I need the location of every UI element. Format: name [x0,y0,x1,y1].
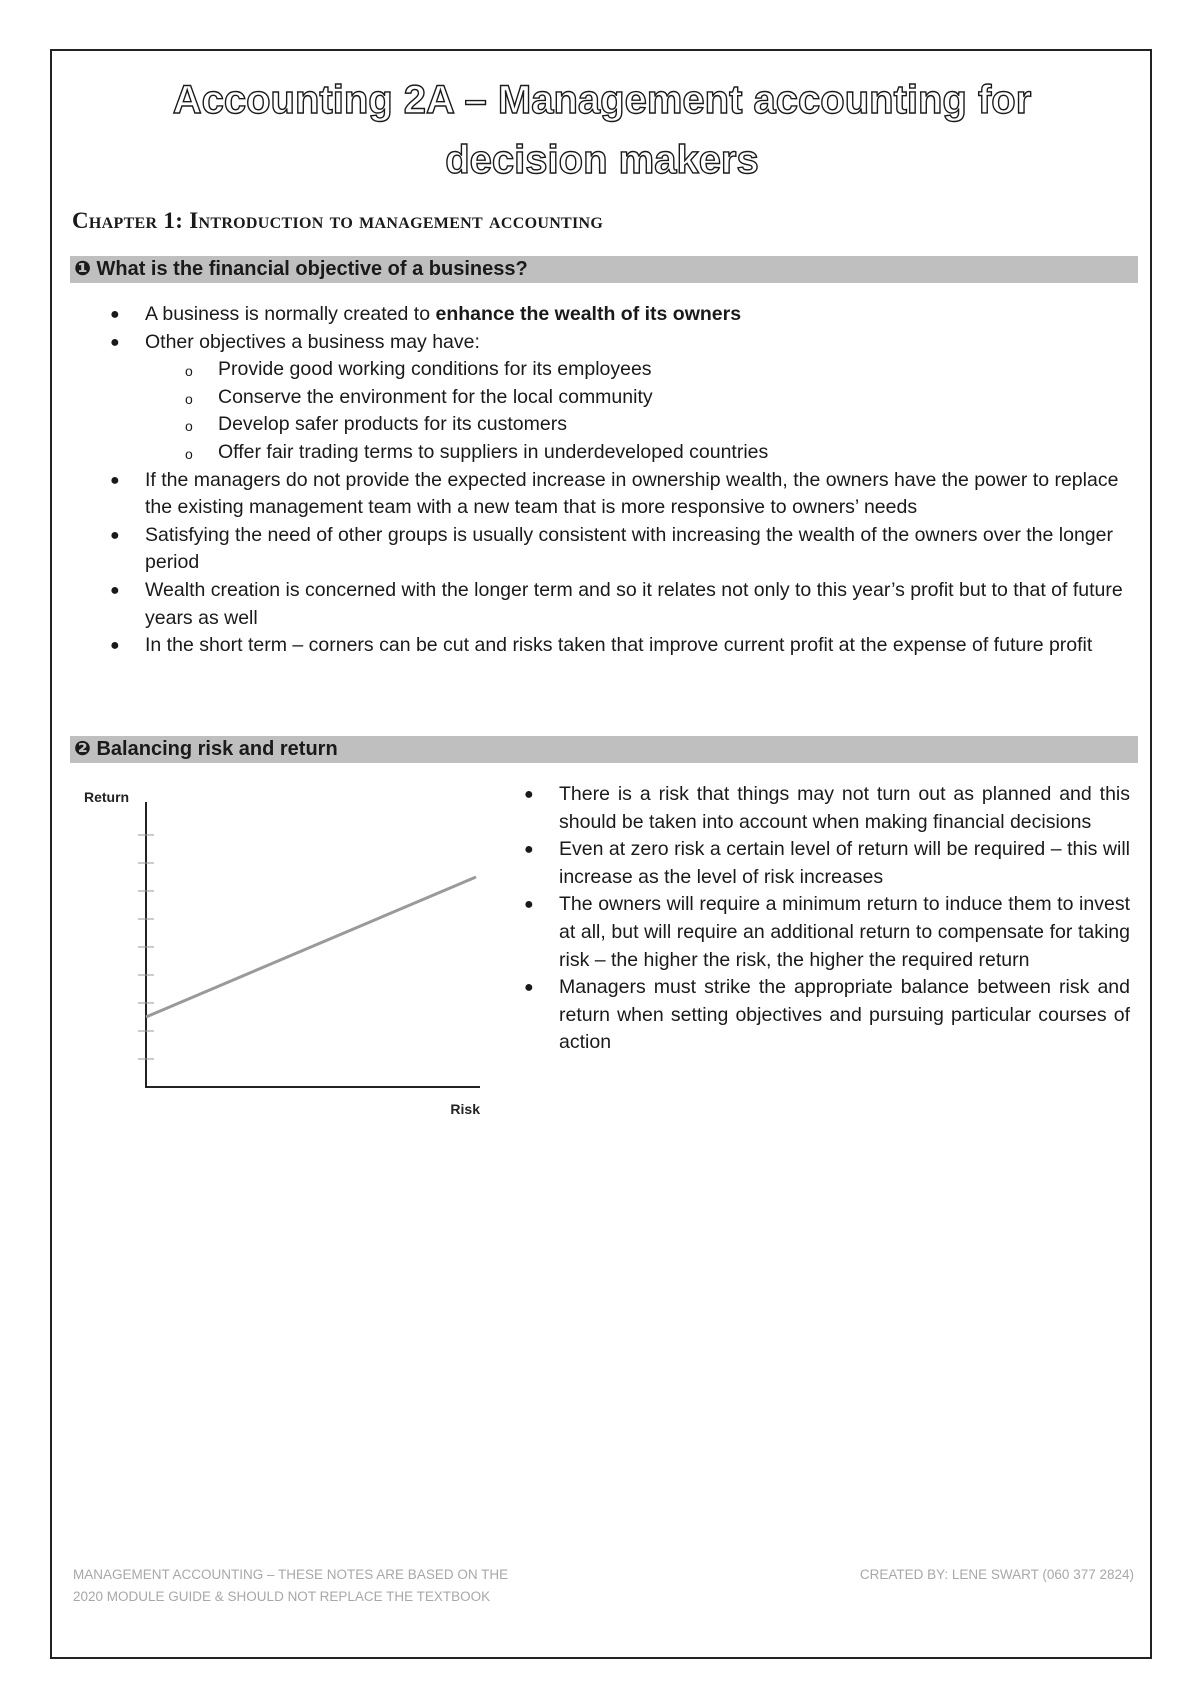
sub-list-item [108,439,1138,467]
list-item-text: Managers must strike the appropriate balance between risk and return when setting objectives and pursuing particular courses of action [559,976,1130,1054]
list-item-text: In the short term – corners can be cut and risks taken that improve current profit at the expense of future profit [145,634,1093,657]
bullet-icon: ● [524,786,534,803]
section-1-heading: ❶ What is the financial objective of a business? [70,256,1138,283]
y-axis-label: Return [84,789,130,805]
sub-list-item [108,356,1138,384]
circle-bullet-icon: o [185,363,193,380]
list-item-text: The owners will require a minimum return to induce them to invest at all, but will require an additional return to compensate for taking risk – the higher the risk, the higher the required return [559,893,1130,971]
bullet-icon: ● [110,526,120,544]
list-item-text: Even at zero risk a certain level of return will be required – this will increase as the level of risk increases [559,838,1130,888]
section-2-heading: ❷ Balancing risk and return [70,736,1138,763]
list-item [108,467,1138,522]
list-item-text: Conserve the environment for the local community [218,385,653,408]
bullet-icon: ● [110,637,120,655]
bullet-icon: ● [110,471,120,489]
sub-list-item [108,384,1138,412]
bullet-icon: ● [110,333,120,351]
circle-bullet-icon: o [185,445,193,462]
footer-author: CREATED BY: LENE SWART (060 377 2824) [859,1567,1134,1582]
list-item-text: Offer fair trading terms to suppliers in underdeveloped countries [218,440,769,463]
chapter-heading: Chapter 1: Introduction to management accounting [72,208,604,233]
list-item [522,836,1130,891]
bullet-icon: ● [110,581,120,599]
list-item-text: If the managers do not provide the expected increase in ownership wealth, the owners have the power to replace the existing management team with a new team that is more responsive to owners’ needs [145,468,1119,519]
list-item-text: There is a risk that things may not turn out as planned and this should be taken into account when making financial decisions [559,783,1130,833]
bullet-icon: ● [110,306,120,323]
list-item [108,522,1138,577]
sub-list-item [108,411,1138,439]
list-item [522,974,1130,1057]
required-return-line [146,877,476,1017]
footer-disclaimer-line-2: 2020 MODULE GUIDE & SHOULD NOT REPLACE THE TEXTBOOK [73,1589,491,1604]
list-item-emphasis: enhance the wealth of its owners [435,303,742,325]
list-item-text: Other objectives a business may have: [145,330,480,353]
section-2-list [522,781,1130,1057]
list-item-text: Satisfying the need of other groups is usually consistent with increasing the wealth of the owners over the longer period [145,523,1113,574]
footer-disclaimer-line-1: MANAGEMENT ACCOUNTING – THESE NOTES ARE BASED ON THE [73,1567,509,1582]
risk-return-chart [78,784,488,1119]
document-title-line-1: Accounting 2A – Management accounting for [172,78,1032,122]
circle-bullet-icon: o [185,418,193,435]
list-item [522,891,1130,974]
list-item [522,781,1130,836]
list-item [108,329,1138,357]
bullet-icon: ● [524,979,534,997]
x-axis-label: Risk [450,1101,480,1117]
list-item-text: Provide good working conditions for its employees [218,358,652,381]
document-title-line-2: decision makers [445,138,759,182]
bullet-icon: ● [524,841,534,859]
list-item [108,577,1138,632]
list-item-text: Wealth creation is concerned with the longer term and so it relates not only to this year’s profit but to that of future years as well [145,578,1123,629]
section-1-list [108,301,1138,660]
bullet-icon: ● [524,896,534,914]
list-item-text: A business is normally created to [145,303,436,325]
list-item-text: Develop safer products for its customers [218,413,567,436]
list-item [108,632,1138,660]
footer-disclaimer [73,1564,593,1608]
list-item [108,301,1138,329]
circle-bullet-icon: o [185,390,193,407]
